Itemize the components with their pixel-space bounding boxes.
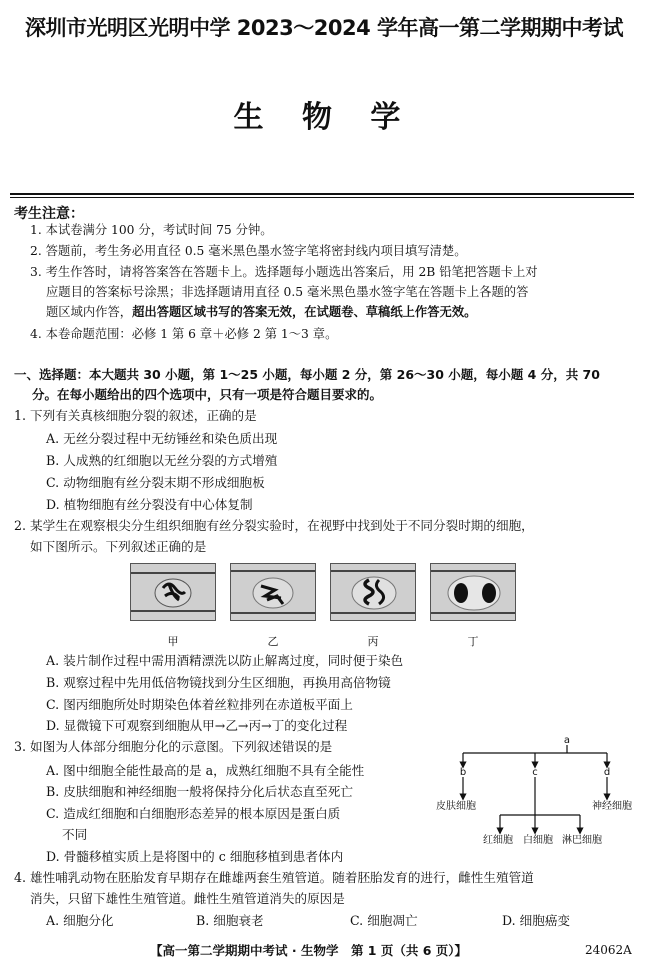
cell-label: 丙 <box>367 635 379 648</box>
notice-item: 2. 答题前，考生务必用直径 0.5 毫米黑色墨水签字笔将密封线内项目填写清楚。 <box>30 244 467 258</box>
node-red: 红细胞 <box>483 835 513 846</box>
q3-option-a: A. 图中细胞全能性最高的是 a，成熟红细胞不具有全能性 <box>46 763 365 778</box>
node-b: b <box>459 767 467 778</box>
cell-differentiation-diagram <box>430 735 640 850</box>
section-line: 分。在每小题给出的四个选项中，只有一项是符合题目要求的。 <box>32 387 383 402</box>
divider-thick <box>10 193 634 195</box>
q1-option-a: A. 无丝分裂过程中无纺锤丝和染色质出现 <box>46 431 278 446</box>
node-c: c <box>532 767 538 778</box>
q1-option-c: C. 动物细胞有丝分裂末期不形成细胞板 <box>46 475 265 490</box>
q2-option-d: D. 显微镜下可观察到细胞从甲→乙→丙→丁的变化过程 <box>46 718 348 733</box>
section-heading <box>14 365 638 405</box>
q1-stem: 1. 下列有关真核细胞分裂的叙述，正确的是 <box>14 408 257 423</box>
node-a: a <box>563 735 571 746</box>
cell-label: 甲 <box>167 635 179 648</box>
q1-option-d: D. 植物细胞有丝分裂没有中心体复制 <box>46 497 253 512</box>
subject-title: 生 物 学 <box>233 100 415 135</box>
notice-item: 3. 考生作答时，请将答案答在答题卡上。选择题每小题选出答案后，用 2B 铅笔把答题卡上对 <box>30 265 538 279</box>
notice-item-part <box>46 304 476 320</box>
q2-option-c: C. 图丙细胞所处时期染色体着丝粒排列在赤道板平面上 <box>46 697 353 712</box>
cell-image-ding <box>430 563 516 621</box>
q2-option-b: B. 观察过程中先用低倍物镜找到分生区细胞，再换用高倍物镜 <box>46 675 391 690</box>
q1-option-b: B. 人成熟的红细胞以无丝分裂的方式增殖 <box>46 453 278 468</box>
notice-item: 应题目的答案标号涂黑；非选择题请用直径 0.5 毫米黑色墨水签字笔在答题卡上各题的答 <box>46 285 529 299</box>
q3-stem: 3. 如图为人体部分细胞分化的示意图。下列叙述错误的是 <box>14 739 333 754</box>
cell-image-yi <box>230 563 316 621</box>
q2-option-a: A. 装片制作过程中需用酒精漂洗以防止解离过度，同时便于染色 <box>46 653 404 668</box>
page-footer: 【高一第二学期期中考试 · 生物学 第 1 页（共 6 页）】 <box>150 943 468 958</box>
section-line: 一、选择题：本大题共 30 小题，第 1～25 小题，每小题 2 分，第 26～30 小题，每小题 4 分，共 70 <box>14 367 600 382</box>
q3-option-d: D. 骨髓移植实质上是将图中的 c 细胞移植到患者体内 <box>46 849 344 864</box>
cell-image-jia <box>130 563 216 621</box>
q3-option-b: B. 皮肤细胞和神经细胞一般将保持分化后状态直至死亡 <box>46 784 353 799</box>
node-white: 白细胞 <box>523 835 553 846</box>
exam-title: 深圳市光明区光明中学 2023～2024 学年高一第二学期期中考试 <box>24 16 623 40</box>
notice-emphasis: 超出答题区域书写的答案无效，在试题卷、草稿纸上作答无效。 <box>132 305 477 319</box>
notice-text: 题区域内作答， <box>46 305 133 319</box>
exam-code: 24062A <box>585 943 632 957</box>
q2-stem: 如下图所示。下列叙述正确的是 <box>30 539 207 554</box>
q4-stem: 消失，只留下雄性生殖管道。雌性生殖管道消失的原因是 <box>30 891 345 906</box>
divider-thin <box>10 197 634 198</box>
q4-option-c: C. 细胞凋亡 <box>350 913 418 928</box>
q4-option-d: D. 细胞癌变 <box>502 913 571 928</box>
notice-title: 考生注意： <box>14 206 84 222</box>
q3-option-c: C. 造成红细胞和白细胞形态差异的根本原因是蛋白质 <box>46 806 341 821</box>
notice-item: 1. 本试卷满分 100 分，考试时间 75 分钟。 <box>30 223 273 237</box>
node-lymph: 淋巴细胞 <box>562 835 602 846</box>
node-nerve: 神经细胞 <box>592 801 632 812</box>
node-skin: 皮肤细胞 <box>436 801 476 812</box>
cell-image-bing <box>330 563 416 621</box>
q4-option-a: A. 细胞分化 <box>46 913 114 928</box>
q4-stem: 4. 雄性哺乳动物在胚胎发育早期存在雌雄两套生殖管道。随着胚胎发育的进行，雌性生殖管道 <box>14 870 534 885</box>
q2-stem: 2. 某学生在观察根尖分生组织细胞有丝分裂实验时，在视野中找到处于不同分裂时期的细胞， <box>14 518 534 533</box>
notice-item: 4. 本卷命题范围：必修 1 第 6 章＋必修 2 第 1～3 章。 <box>30 327 338 341</box>
q4-option-b: B. 细胞衰老 <box>196 913 264 928</box>
cell-label: 丁 <box>467 635 479 648</box>
q3-option-c-cont: 不同 <box>62 827 88 842</box>
cell-label: 乙 <box>267 635 279 648</box>
node-d: d <box>603 767 611 778</box>
